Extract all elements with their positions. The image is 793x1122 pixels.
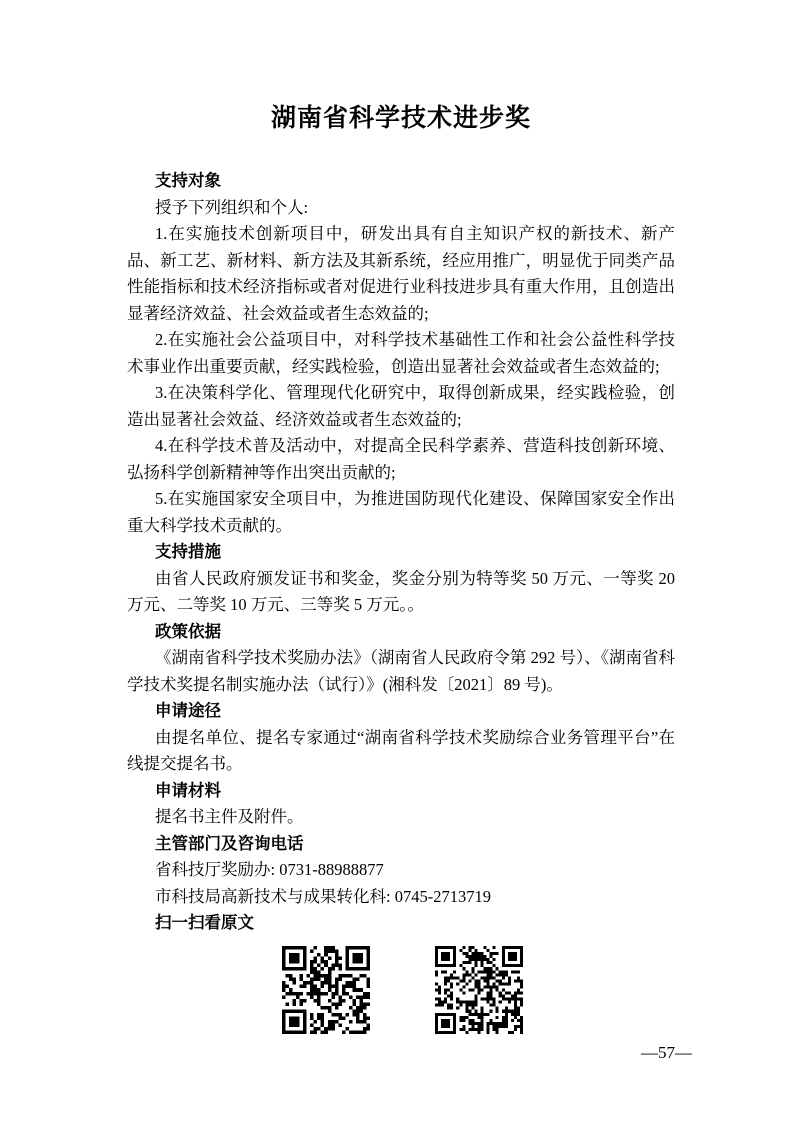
paragraph: 市科技局高新技术与成果转化科: 0745-2713719 (155, 886, 491, 906)
document-title: 湖南省科学技术进步奖 (270, 105, 531, 132)
paragraph: 5.在实施国家安全项目中，为推进国防现代化建设、保障国家安全作出重大科学技术贡献的。 (127, 489, 675, 535)
section-heading-5: 申请材料 (155, 781, 221, 800)
paragraph: 由提名单位、提名专家通过“湖南省科学技术奖励综合业务管理平台”在线提交提名书。 (127, 727, 675, 773)
document-content (127, 168, 675, 937)
paragraph: 4.在科学技术普及活动中，对提高全民科学素养、营造科技创新环境、弘扬科学创新精神等作出突出贡献的; (127, 436, 675, 482)
section-heading-7: 扫一扫看原文 (155, 914, 254, 932)
section-heading-6: 主管部门及咨询电话 (155, 834, 304, 853)
paragraph: 1.在实施技术创新项目中，研发出具有自主知识产权的新技术、新产品、新工艺、新材料、新方法及其新系统，经应用推广，明显优于同类产品性能指标和技术经济指标或者对促进行业科技进步具有重大作用，且创造出显著经济效益、社会效益或者生态效益的; (127, 224, 675, 323)
qr-code-row (282, 946, 675, 1034)
paragraph: 由省人民政府颁发证书和奖金，奖金分别为特等奖 50 万元、一等奖 20 万元、二等奖 10 万元、三等奖 5 万元。。 (127, 568, 675, 614)
paragraph: 授予下列组织和个人: (155, 197, 309, 217)
paragraph: 《湖南省科学技术奖励办法》（湖南省人民政府令第 292 号）、《湖南省科学技术奖提名制实施办法（试行）》(湘科发〔2021〕89 号)。 (127, 648, 675, 694)
paragraph: 3.在决策科学化、管理现代化研究中，取得创新成果，经实践检验，创造出显著社会效益、经济效益或者生态效益的; (127, 383, 675, 429)
section-heading-4: 申请途径 (155, 702, 221, 720)
section-heading-3: 政策依据 (155, 622, 221, 641)
paragraph: 省科技厅奖励办: 0731-88988877 (155, 860, 384, 879)
section-heading-2: 支持措施 (155, 543, 221, 561)
section-heading-1: 支持对象 (155, 172, 221, 190)
paragraph: 2.在实施社会公益项目中，对科学技术基础性工作和社会公益性科学技术事业作出重要贡献，经实践检验，创造出显著社会效益或者生态效益的; (127, 330, 675, 376)
paragraph: 提名书主件及附件。 (155, 807, 304, 826)
page-number: —57— (641, 1043, 692, 1062)
qr-code-right (435, 946, 523, 1034)
qr-code-left (282, 946, 370, 1034)
